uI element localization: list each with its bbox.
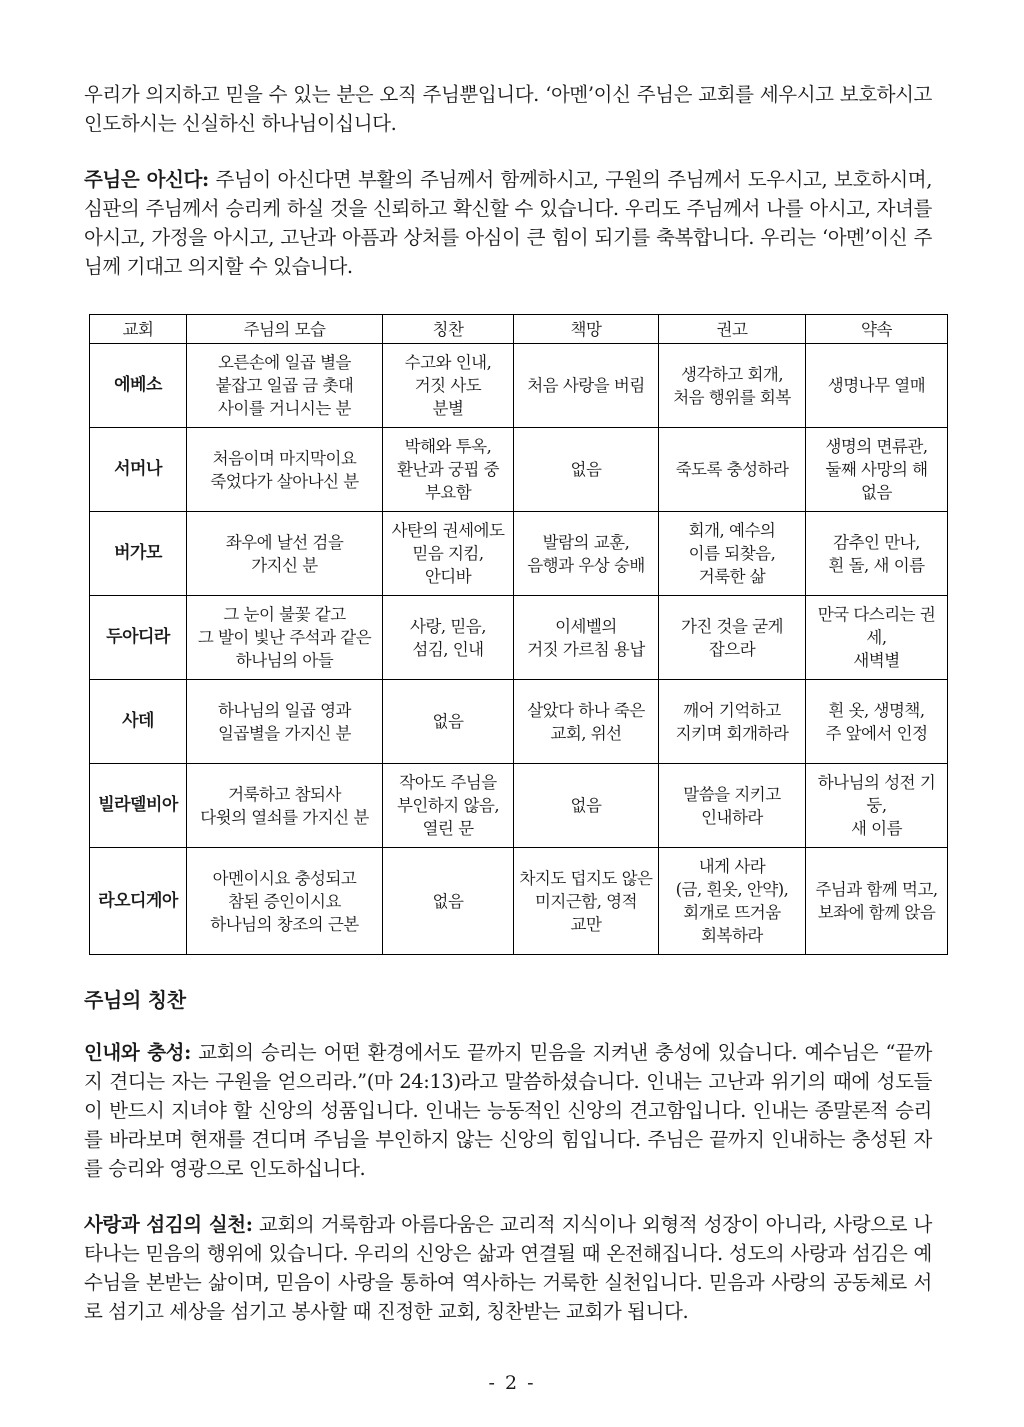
appearance-cell: 오른손에 일곱 별을 붙잡고 일곱 금 촛대 사이를 거니시는 분 [187,344,383,428]
promise-cell: 주님과 함께 먹고, 보좌에 함께 앉음 [806,848,948,955]
intro-paragraph: 우리가 의지하고 믿을 수 있는 분은 오직 주님뿐입니다. ‘아멘’이신 주님은 교회를 세우시고 보호하시고 인도하시는 신실하신 하나님이십니다. [84,83,932,135]
church-name: 버가모 [90,512,187,596]
lord-knows-label: 주님은 아신다: [84,168,209,191]
praise-cell: 사탄의 권세에도 믿음 지킴, 안디바 [383,512,514,596]
appearance-cell: 처음이며 마지막이요 죽었다가 살아나신 분 [187,428,383,512]
patience-label: 인내와 충성: [84,1041,191,1064]
praise-cell: 작아도 주님을 부인하지 않음, 열린 문 [383,764,514,848]
praise-cell: 수고와 인내, 거짓 사도 분별 [383,344,514,428]
page-number: - 2 - [488,1372,536,1394]
praise-cell: 없음 [383,680,514,764]
praise-cell: 사랑, 믿음, 섬김, 인내 [383,596,514,680]
appearance-cell: 그 눈이 불꽃 같고 그 발이 빛난 주석과 같은 하나님의 아들 [187,596,383,680]
rebuke-cell: 처음 사랑을 버림 [514,344,659,428]
love-service-label: 사랑과 섬김의 실천: [84,1213,253,1236]
appearance-cell: 좌우에 날선 검을 가지신 분 [187,512,383,596]
lord-knows-text: 주님이 아신다면 부활의 주님께서 함께하시고, 구원의 주님께서 도우시고, 보호하시며, 심판의 주님께서 승리케 하실 것을 신뢰하고 확신할 수 있습니다. 우리도 주님께서 나를 아시고, 자녀를 아시고, 가정을 아시고, 고난과 아픔과 상처를 아심이 큰 힘이 되기를 축복합니다. 우리는 ‘아멘’이신 주님께 기대고 의지할 수 있습니다. [84,168,932,278]
rebuke-cell: 살았다 하나 죽은 교회, 위선 [514,680,659,764]
table-row [90,848,948,955]
rebuke-cell: 없음 [514,428,659,512]
praise-cell: 없음 [383,848,514,955]
advice-cell: 죽도록 충성하라 [659,428,806,512]
promise-cell: 흰 옷, 생명책, 주 앞에서 인정 [806,680,948,764]
header-advice: 권고 [659,315,806,344]
church-name: 두아디라 [90,596,187,680]
rebuke-cell: 차지도 덥지도 않은 미지근함, 영적 교만 [514,848,659,955]
rebuke-cell: 없음 [514,764,659,848]
church-name: 에베소 [90,344,187,428]
advice-cell: 내게 사라 (금, 흰옷, 안약), 회개로 뜨거움 회복하라 [659,848,806,955]
promise-cell: 생명의 면류관, 둘째 사망의 해 없음 [806,428,948,512]
table-row [90,680,948,764]
table-row [90,428,948,512]
love-service-text: 교회의 거룩함과 아름다움은 교리적 지식이나 외형적 성장이 아니라, 사랑으로 나타나는 믿음의 행위에 있습니다. 우리의 신앙은 삶과 연결될 때 온전해집니다. 성도의 사랑과 섬김은 예수님을 본받는 삶이며, 믿음이 사랑을 통하여 역사하는 거룩한 실천입니다. 믿음과 사랑의 공동체로 서로 섬기고 세상을 섬기고 봉사할 때 진정한 교회, 칭찬받는 교회가 됩니다. [84,1213,932,1323]
header-promise: 약속 [806,315,948,344]
praise-cell: 박해와 투옥, 환난과 궁핍 중 부요함 [383,428,514,512]
patience-text: 교회의 승리는 어떤 환경에서도 끝까지 믿음을 지켜낸 충성에 있습니다. 예수님은 “끝까지 견디는 자는 구원을 얻으리라.”(마 24:13)라고 말씀하셨습니다. 인내는 고난과 위기의 때에 성도들이 반드시 지녀야 할 신앙의 성품입니다. 인내는 능동적인 신앙의 견고함입니다. 인내는 종말론적 승리를 바라보며 현재를 견디며 주님을 부인하지 않는 신앙의 힘입니다. 주님은 끝까지 인내하는 충성된 자를 승리와 영광으로 인도하십니다. [84,1041,932,1180]
header-church: 교회 [90,315,187,344]
lord-knows-paragraph [84,165,932,281]
advice-cell: 회개, 예수의 이름 되찾음, 거룩한 삶 [659,512,806,596]
section-title: 주님의 칭찬 [84,988,186,1012]
table-row [90,596,948,680]
church-name: 서머나 [90,428,187,512]
advice-cell: 생각하고 회개, 처음 행위를 회복 [659,344,806,428]
appearance-cell: 하나님의 일곱 영과 일곱별을 가지신 분 [187,680,383,764]
rebuke-cell: 발람의 교훈, 음행과 우상 숭배 [514,512,659,596]
table-row [90,512,948,596]
table-row [90,764,948,848]
church-name: 사데 [90,680,187,764]
appearance-cell: 아멘이시요 충성되고 참된 증인이시요 하나님의 창조의 근본 [187,848,383,955]
love-service-paragraph [84,1210,932,1326]
promise-cell: 하나님의 성전 기둥, 새 이름 [806,764,948,848]
table-row [90,344,948,428]
advice-cell: 가진 것을 굳게 잡으라 [659,596,806,680]
advice-cell: 말씀을 지키고 인내하라 [659,764,806,848]
table-header-row [90,315,948,344]
church-name: 빌라델비아 [90,764,187,848]
promise-cell: 만국 다스리는 권세, 새벽별 [806,596,948,680]
appearance-cell: 거룩하고 참되사 다윗의 열쇠를 가지신 분 [187,764,383,848]
header-praise: 칭찬 [383,315,514,344]
patience-paragraph [84,1038,932,1183]
promise-cell: 생명나무 열매 [806,344,948,428]
header-appearance: 주님의 모습 [187,315,383,344]
rebuke-cell: 이세벨의 거짓 가르침 용납 [514,596,659,680]
advice-cell: 깨어 기억하고 지키며 회개하라 [659,680,806,764]
church-name: 라오디게아 [90,848,187,955]
promise-cell: 감추인 만나, 흰 돌, 새 이름 [806,512,948,596]
seven-churches-table [89,314,948,955]
header-rebuke: 책망 [514,315,659,344]
